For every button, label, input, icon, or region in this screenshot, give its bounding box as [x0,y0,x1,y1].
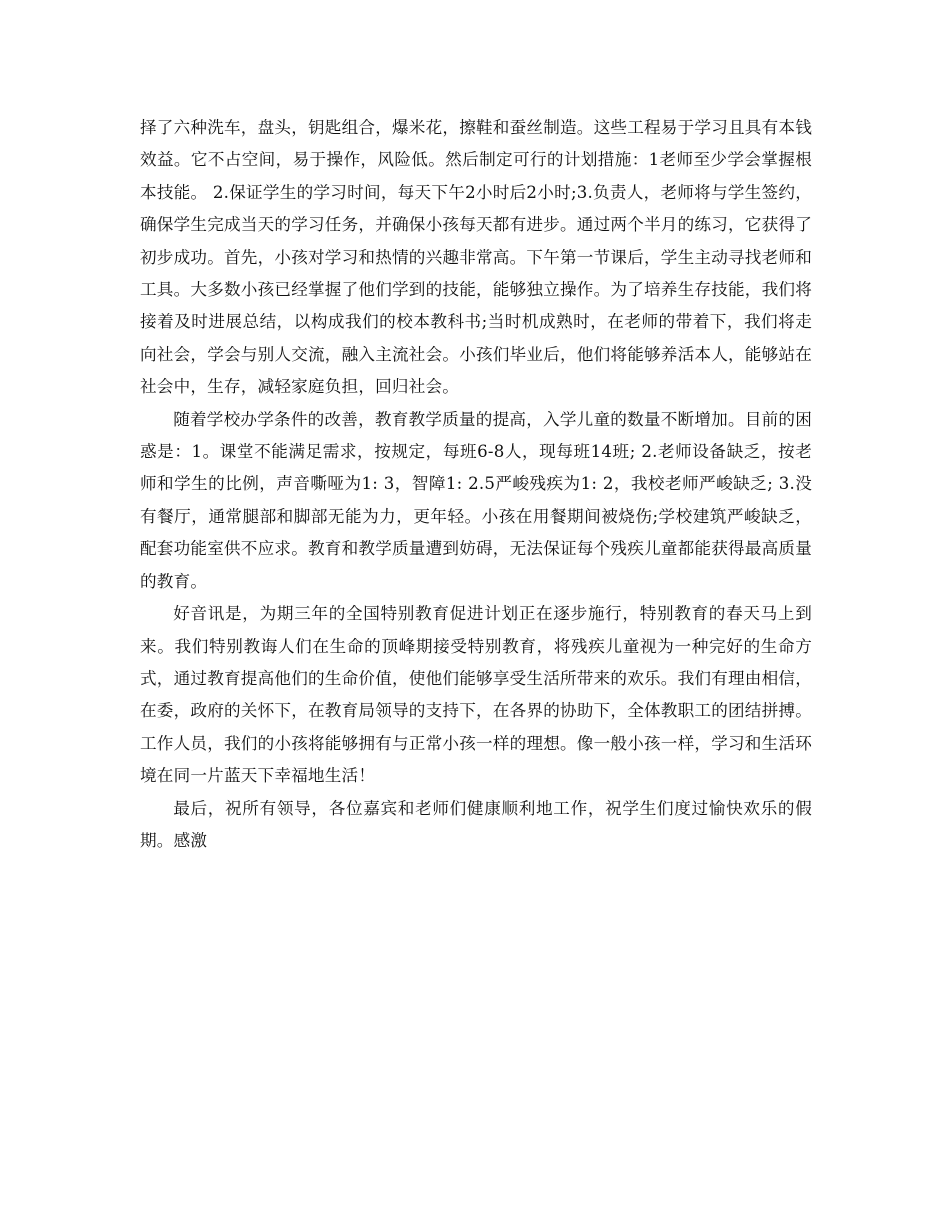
paragraph-3: 好音讯是，为期三年的全国特别教育促进计划正在逐步施行，特别教育的春天马上到来。我们特别教诲人们在生命的顶峰期接受特别教育，将残疾儿童视为一种完好的生命方式，通过教育提高他们的生命价值，使他们能够享受生活所带来的欢乐。我们有理由相信，在委，政府的关怀下，在教育局领导的支持下，在各界的协助下，全体教职工的团结拼搏。工作人员，我们的小孩将能够拥有与正常小孩一样的理想。像一般小孩一样，学习和生活环境在同一片蓝天下幸福地生活！ [140,604,812,786]
paragraph-4: 最后，祝所有领导，各位嘉宾和老师们健康顺利地工作，祝学生们度过愉快欢乐的假期。感激 [140,798,812,850]
paragraph-2: 随着学校办学条件的改善，教育教学质量的提高，入学儿童的数量不断增加。目前的困惑是：1。课堂不能满足需求，按规定，每班6-8人，现每班14班; 2.老师设备缺乏，按老师和学生的比例，声音嘶哑为1: 3，智障1: 2.5严峻残疾为1: 2，我校老师严峻缺乏; 3.没有餐厅，通常腿部和脚部无能为力，更年轻。小孩在用餐期间被烧伤;学校建筑严峻缺乏，配套功能室供不应求。教育和教学质量遭到妨碍，无法保证每个残疾儿童都能获得最高质量的教育。 [140,409,812,591]
paragraph-1: 择了六种洗车，盘头，钥匙组合，爆米花，擦鞋和蚕丝制造。这些工程易于学习且具有本钱效益。它不占空间，易于操作，风险低。然后制定可行的计划措施：1老师至少学会掌握根本技能。 2.保证学生的学习时间，每天下午2小时后2小时;3.负责人，老师将与学生签约，确保学生完成当天的学习任务，并确保小孩每天都有进步。通过两个半月的练习，它获得了初步成功。首先，小孩对学习和热情的兴趣非常高。下午第一节课后，学生主动寻找老师和工具。大多数小孩已经掌握了他们学到的技能，能够独立操作。为了培养生存技能，我们将接着及时进展总结，以构成我们的校本教科书;当时机成熟时，在老师的带着下，我们将走向社会，学会与别人交流，融入主流社会。小孩们毕业后，他们将能够养活本人，能够站在社会中，生存，减轻家庭负担，回归社会。 [140,118,812,397]
document-body [140,112,812,857]
